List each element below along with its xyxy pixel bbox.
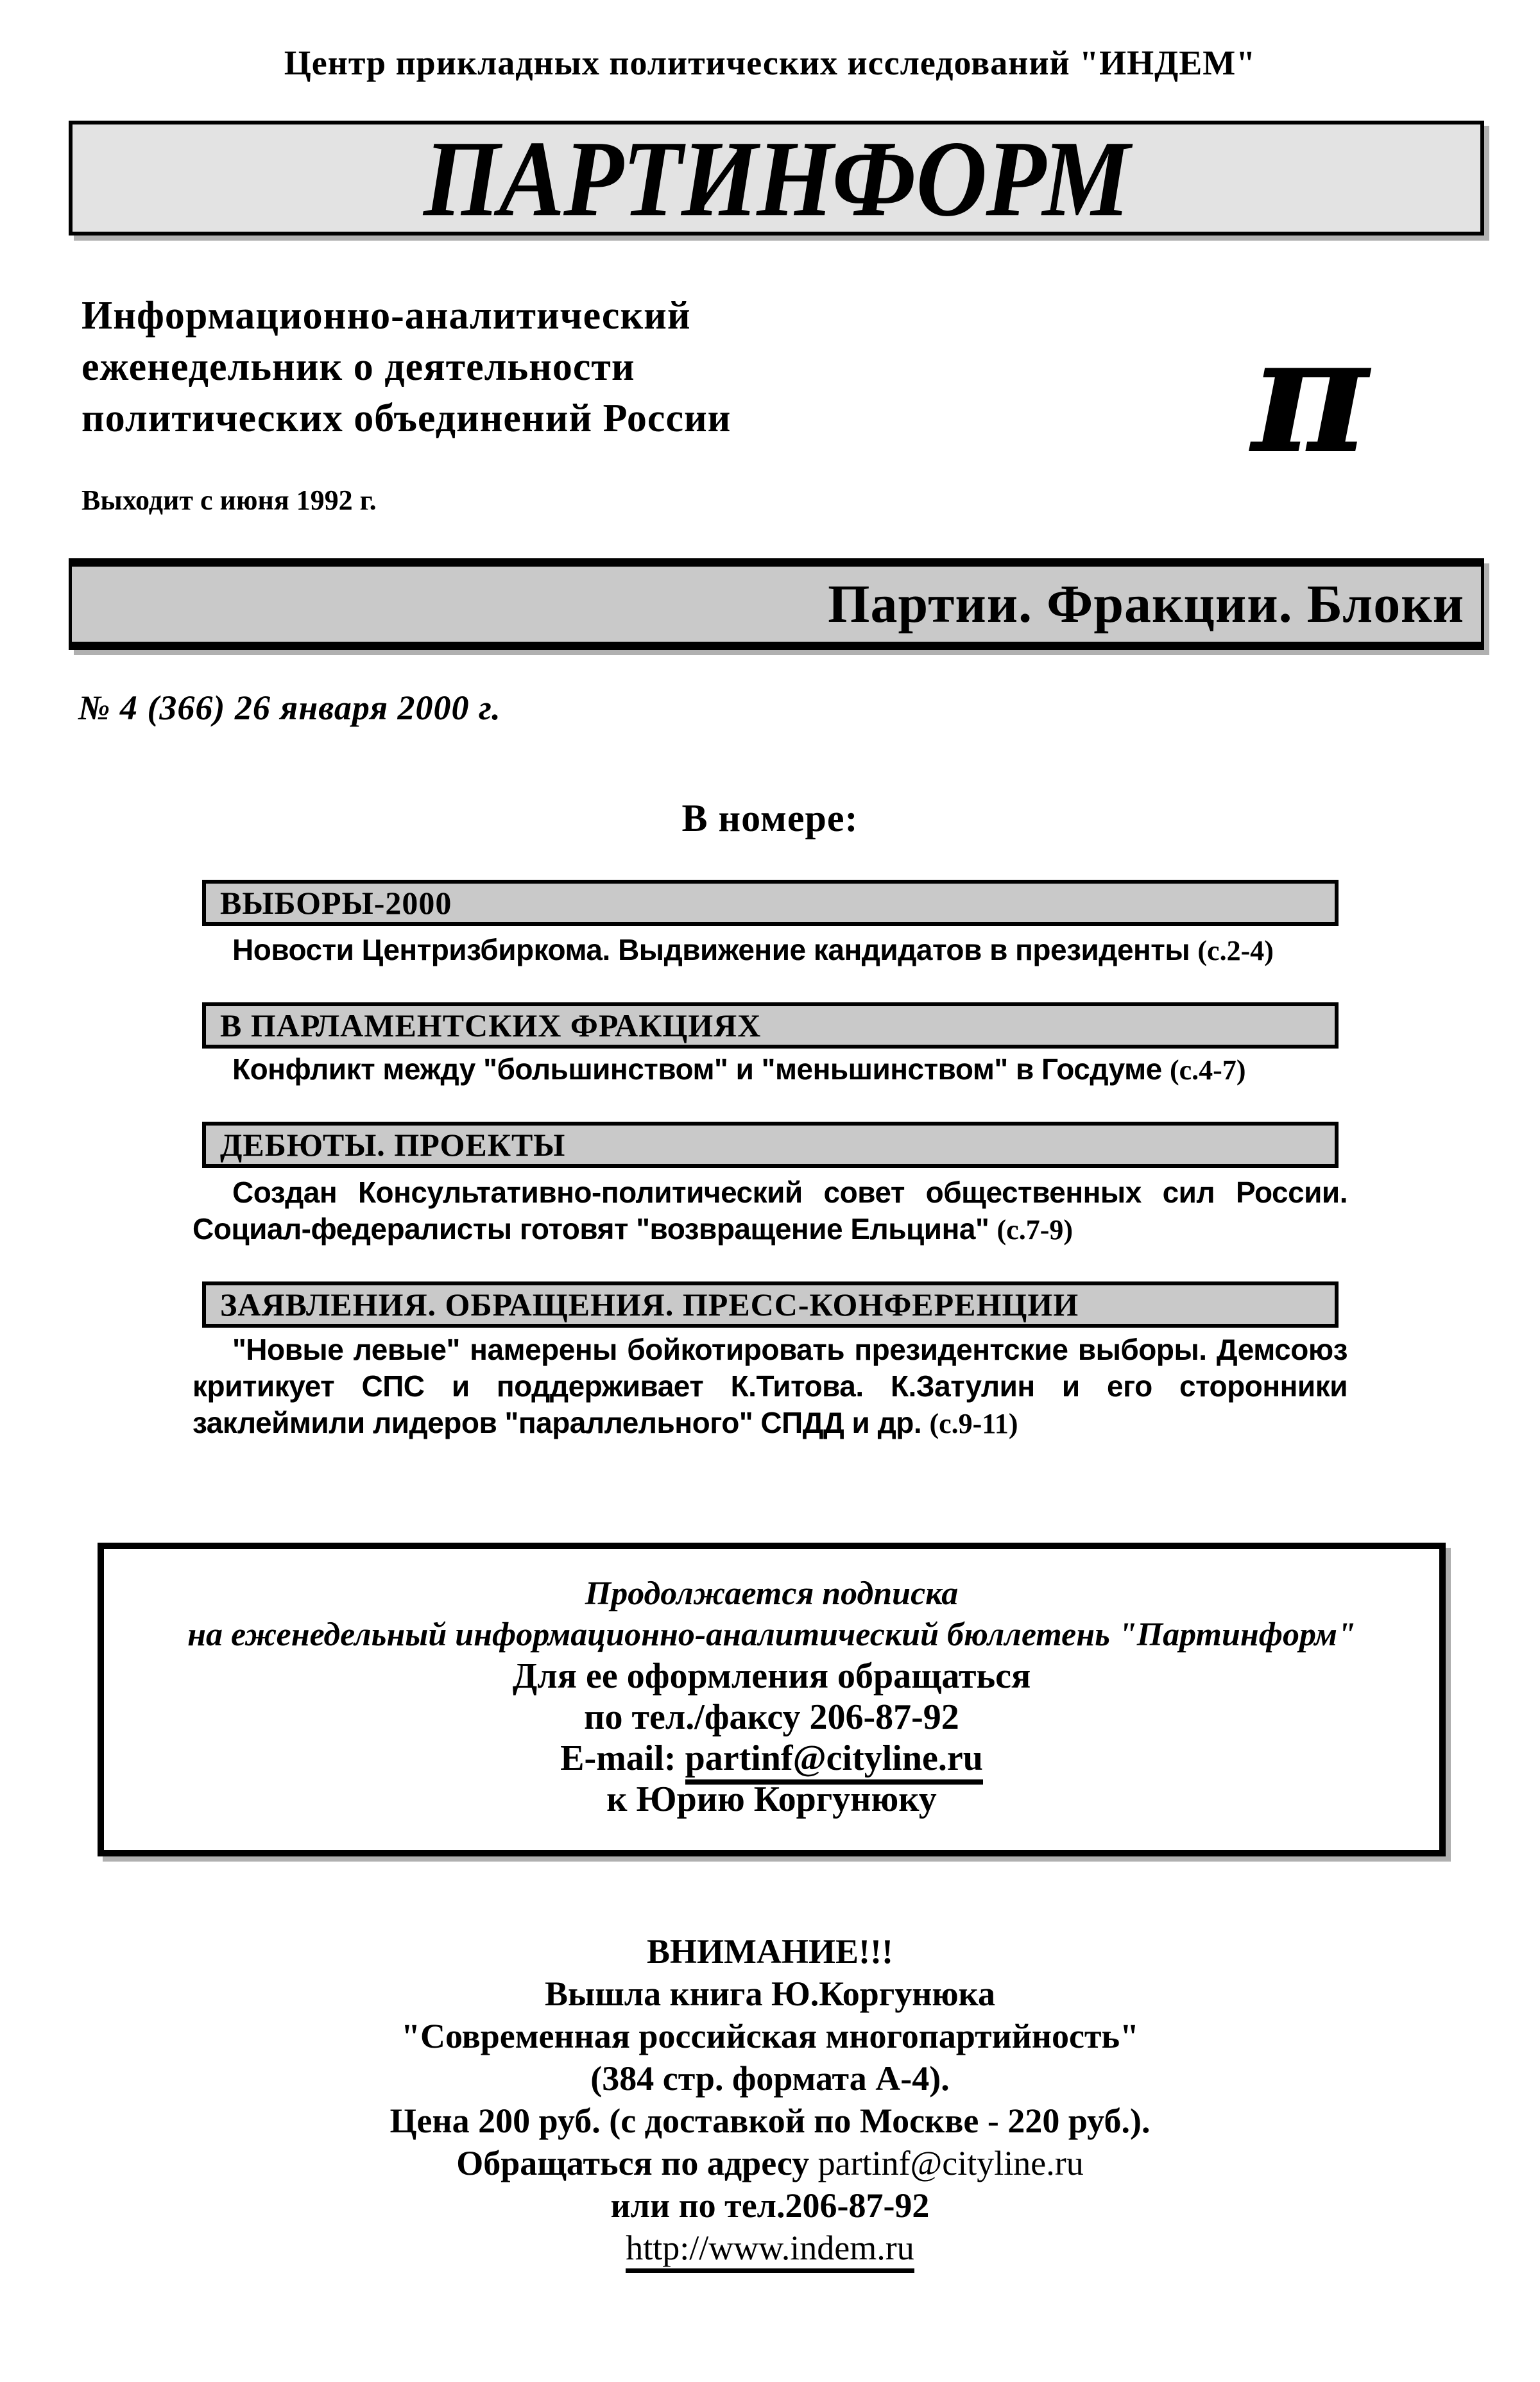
section-label: ДЕБЮТЫ. ПРОЕКТЫ (220, 1127, 566, 1163)
announcement-email: partinf@cityline.ru (817, 2144, 1084, 2182)
masthead-banner (69, 117, 1484, 239)
subscription-box (98, 1543, 1446, 1856)
section-summary-text: "Новые левые" намерены бойкотировать президентские выборы. Демсоюз критикует СПС и поддерживает К.Титова. К.Затулин и его сторонники заклеймили лидеров "параллельного" СПДД и др. (193, 1333, 1348, 1439)
section-summary-text: Новости Центризбиркома. Выдвижение кандидатов в президенты (232, 933, 1190, 966)
section-pages-ref: (с.4-7) (1170, 1054, 1246, 1086)
contact-label: Обращаться по адресу (456, 2144, 818, 2182)
announcement-book-title: "Современная российская многопартийность" (400, 2017, 1140, 2055)
subscription-email-link[interactable]: partinf@cityline.ru (685, 1738, 983, 1785)
issue-number: № 4 (366) 26 января 2000 г. (78, 689, 501, 727)
rubric-banner-label: Партии. Фракции. Блоки (828, 574, 1464, 634)
section-summary-elections (193, 932, 1348, 969)
subscription-phone: по тел./факсу 206-87-92 (584, 1697, 959, 1737)
subscription-line-3: Для ее оформления обращаться (512, 1656, 1031, 1696)
newsletter-title: ПАРТИНФОРМ (424, 117, 1129, 239)
email-label: E-mail: (560, 1738, 685, 1778)
subtitle-line-3: политических объединений России (81, 397, 732, 440)
section-summary-factions (193, 1051, 1348, 1088)
subscription-email-line (104, 1738, 1439, 1779)
published-since: Выходит с июня 1992 г. (81, 484, 377, 516)
announcement-phone: или по тел.206-87-92 (610, 2186, 930, 2225)
announcement-book-author: Вышла книга Ю.Коргунюка (545, 1975, 995, 2013)
section-summary-text: Конфликт между "большинством" и "меньшинством" в Госдуме (232, 1052, 1162, 1086)
section-label: ВЫБОРЫ-2000 (220, 885, 452, 921)
contents-heading: В номере: (681, 797, 859, 839)
section-summary-text: Создан Консультативно-политический совет общественных сил России. Социал-федералисты готовят "возвращение Ельцина" (193, 1176, 1348, 1246)
publisher-header: Центр прикладных политических исследований "ИНДЕМ" (284, 44, 1256, 82)
announcement-book-format: (384 стр. формата А-4). (590, 2059, 950, 2098)
section-label: ЗАЯВЛЕНИЯ. ОБРАЩЕНИЯ. ПРЕСС-КОНФЕРЕНЦИИ (220, 1287, 1079, 1323)
announcement-contact-line (0, 2142, 1540, 2184)
section-label-box-debuts (202, 1122, 1339, 1168)
section-summary-statements (193, 1332, 1348, 1442)
subscription-line-2: на еженедельный информационно-аналитический бюллетень "Партинформ" (187, 1616, 1356, 1653)
subscription-line-1: Продолжается подписка (585, 1575, 959, 1612)
subtitle-line-1: Информационно-аналитический (81, 294, 691, 338)
announcement-url-line (0, 2227, 1540, 2269)
section-label-box-statements (202, 1281, 1339, 1328)
pi-logo-icon: π (1251, 300, 1369, 489)
section-label: В ПАРЛАМЕНТСКИХ ФРАКЦИЯХ (220, 1007, 762, 1043)
section-pages-ref: (с.2-4) (1197, 935, 1274, 966)
rubric-banner (69, 558, 1484, 650)
book-announcement (0, 1930, 1540, 2269)
section-summary-debuts (193, 1174, 1348, 1248)
subtitle-line-2: еженедельник о деятельности (81, 345, 635, 389)
section-pages-ref: (с.7-9) (997, 1214, 1074, 1246)
announcement-attention: ВНИМАНИЕ!!! (647, 1932, 893, 1971)
subtitle-block (81, 290, 731, 444)
announcement-price: Цена 200 руб. (с доставкой по Москве - 220 руб.). (389, 2102, 1151, 2140)
section-pages-ref: (с.9-11) (929, 1408, 1018, 1439)
website-link[interactable]: http://www.indem.ru (626, 2229, 914, 2273)
section-label-box-elections (202, 880, 1339, 926)
section-label-box-factions (202, 1002, 1339, 1049)
subscription-contact-person: к Юрию Коргунюку (606, 1779, 937, 1819)
